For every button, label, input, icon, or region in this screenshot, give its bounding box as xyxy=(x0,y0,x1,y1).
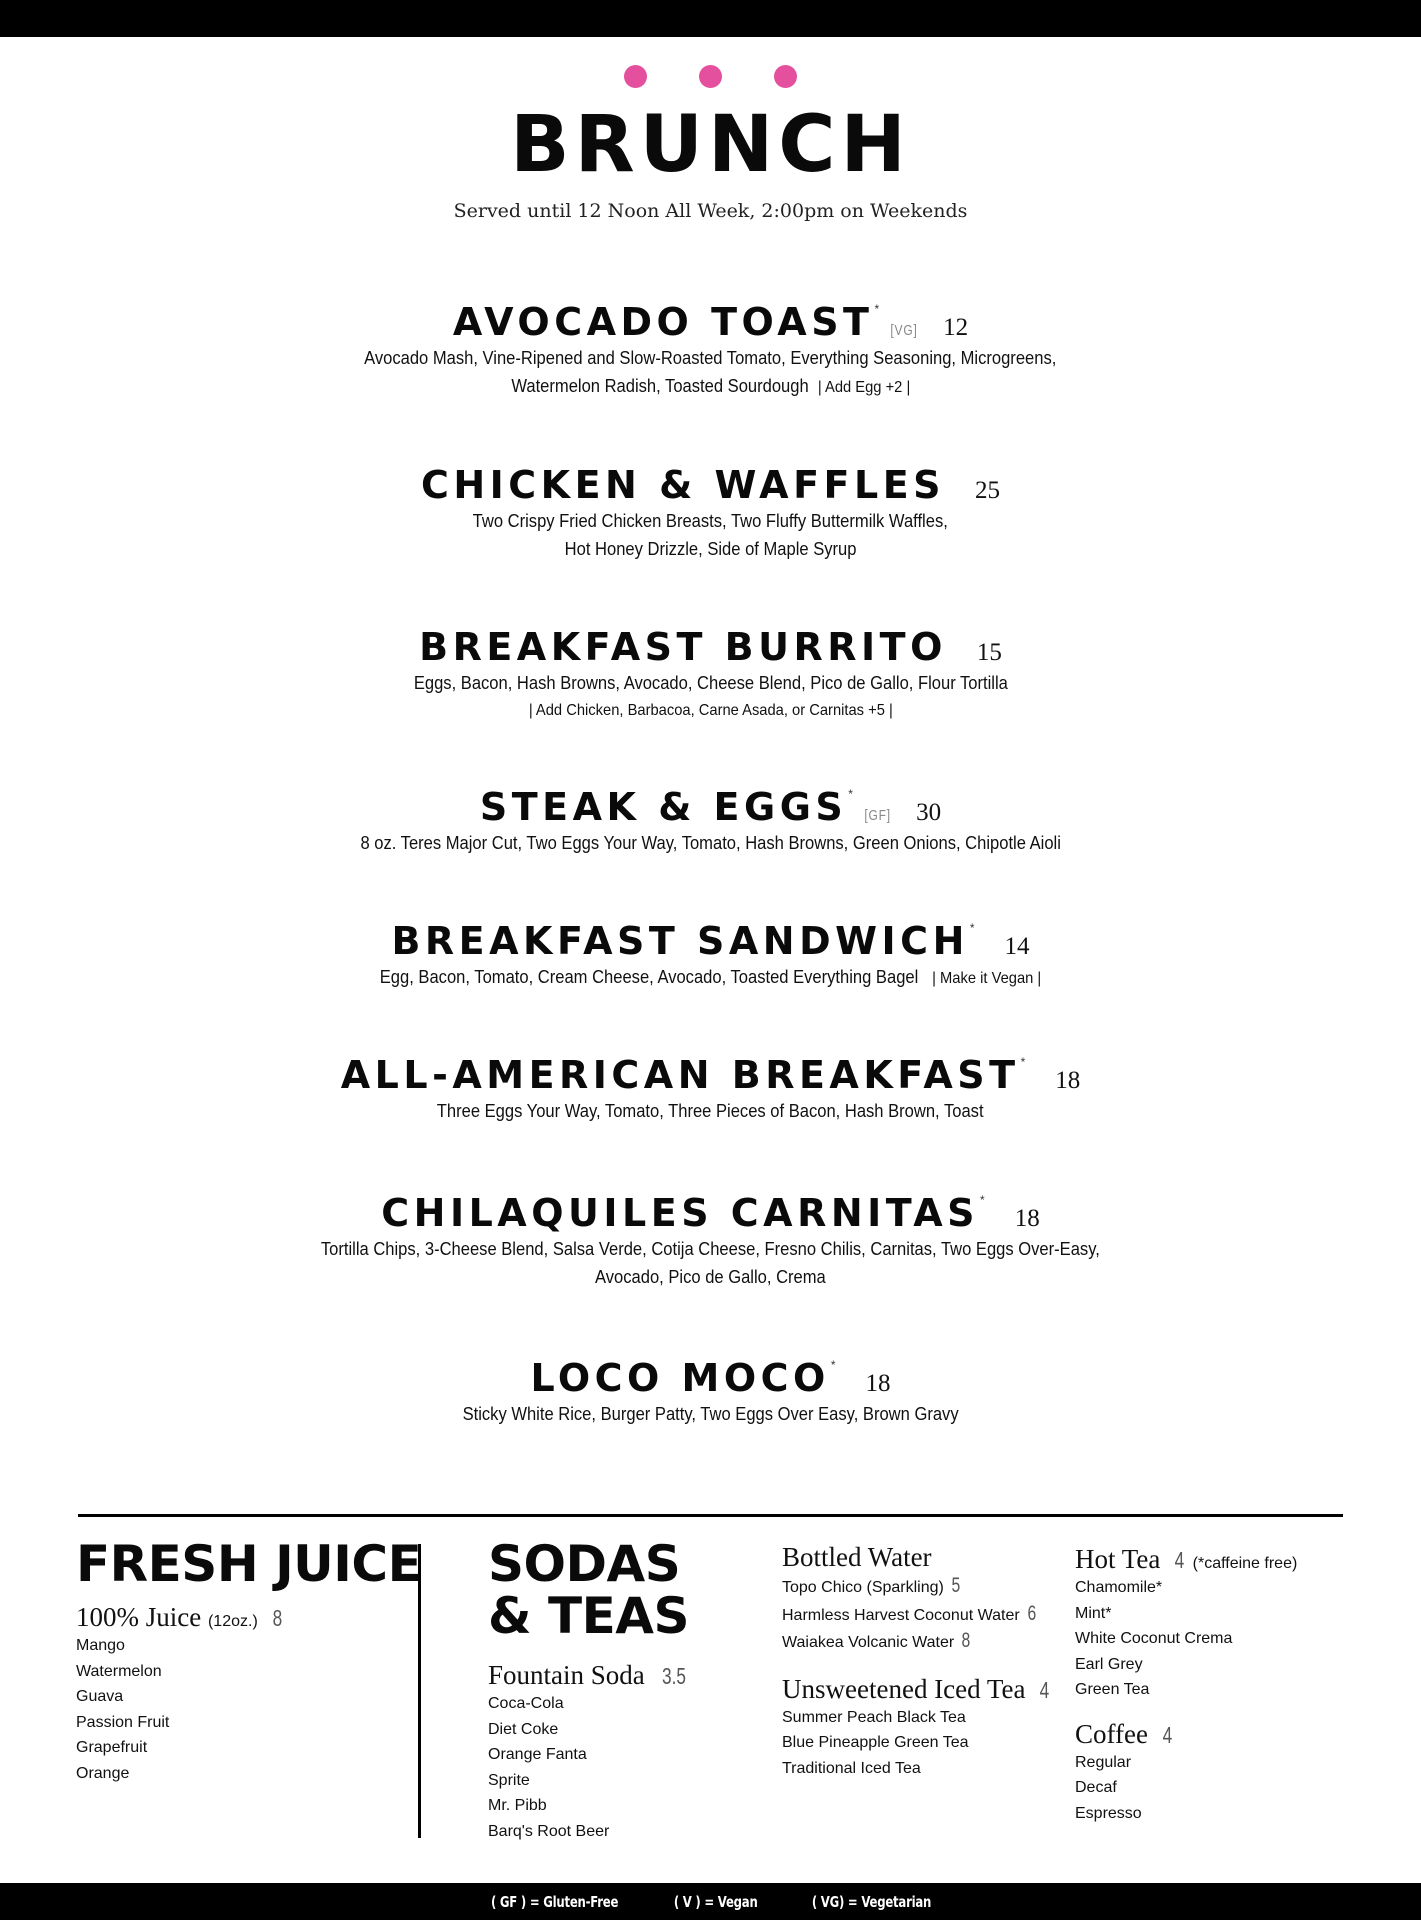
iced-tea-list xyxy=(782,1705,1051,1782)
hot-tea-note: (*caffeine free) xyxy=(1192,1555,1298,1572)
bottled-water-list xyxy=(782,1573,1051,1656)
page-title: BRUNCH xyxy=(510,100,911,190)
list-item: Mango xyxy=(76,1637,125,1654)
decorative-dots xyxy=(0,65,1421,88)
list-item: Mr. Pibb xyxy=(488,1797,547,1814)
legend-vegan: ( V ) = Vegan xyxy=(673,1892,758,1911)
fresh-juice-section xyxy=(76,1535,422,1786)
legend-gluten-free: ( GF ) = Gluten-Free xyxy=(490,1892,618,1911)
item-name: STEAK & EGGS xyxy=(479,785,848,829)
fountain-soda-price: 3.5 xyxy=(661,1663,686,1689)
list-item: Blue Pineapple Green Tea xyxy=(782,1734,969,1751)
hot-tea-price: 4 xyxy=(1174,1547,1185,1573)
list-item: Earl Grey xyxy=(1075,1655,1143,1673)
item-description: Watermelon Radish, Toasted Sourdough | Add Egg +2 | xyxy=(511,376,910,396)
item-description: Sticky White Rice, Burger Patty, Two Eggs Over Easy, Brown Gravy xyxy=(462,1404,959,1424)
item-tag: [GF] xyxy=(864,807,891,824)
fountain-soda-heading: Fountain Soda 3.5 xyxy=(488,1660,686,1690)
iced-tea-heading: Unsweetened Iced Tea 4 xyxy=(782,1673,1050,1704)
item-star: * xyxy=(848,787,853,801)
item-price: 5 xyxy=(951,1574,961,1597)
legend-bar xyxy=(0,1883,1421,1920)
list-item: Chamomile* xyxy=(1075,1579,1163,1596)
item-description: Hot Honey Drizzle, Side of Maple Syrup xyxy=(564,539,857,559)
menu-item xyxy=(0,1053,1421,1125)
list-item: Espresso xyxy=(1075,1804,1142,1822)
list-item: Green Tea xyxy=(1075,1681,1150,1698)
menu-item xyxy=(0,300,1421,402)
coffee-list xyxy=(1075,1750,1297,1827)
list-item: Waiakea Volcanic Water 8 xyxy=(782,1629,971,1652)
item-tag: [VG] xyxy=(890,322,918,339)
bottled-water-heading: Bottled Water xyxy=(782,1542,932,1572)
item-name: BREAKFAST BURRITO xyxy=(419,625,947,669)
item-star: * xyxy=(830,1358,836,1372)
item-price: 18 xyxy=(1014,1205,1040,1232)
coffee-heading: Coffee 4 xyxy=(1075,1718,1172,1749)
item-description: Three Eggs Your Way, Tomato, Three Pieces of Bacon, Hash Brown, Toast xyxy=(437,1101,984,1121)
item-description: Avocado, Pico de Gallo, Crema xyxy=(595,1267,826,1287)
item-star: * xyxy=(874,302,880,316)
dot-icon xyxy=(624,65,647,88)
list-item: Watermelon xyxy=(76,1662,162,1680)
list-item: Traditional Iced Tea xyxy=(782,1759,921,1777)
item-name: LOCO MOCO xyxy=(530,1356,830,1400)
item-price: 18 xyxy=(1055,1067,1081,1094)
item-description: Avocado Mash, Vine-Ripened and Slow-Roasted Tomato, Everything Seasoning, Microgreens, xyxy=(364,348,1057,368)
coffee-price: 4 xyxy=(1162,1721,1172,1748)
item-description: 8 oz. Teres Major Cut, Two Eggs Your Way, Tomato, Hash Browns, Green Onions, Chipotle Aioli xyxy=(360,833,1061,853)
sodas-heading-line1: SODAS xyxy=(488,1535,681,1593)
hot-tea-list xyxy=(1075,1575,1297,1703)
section-divider xyxy=(78,1514,1343,1517)
menu-item xyxy=(0,1356,1421,1428)
menu-item xyxy=(0,919,1421,993)
list-item: Coca-Cola xyxy=(488,1695,564,1712)
sodas-heading-line2: & TEAS xyxy=(488,1587,689,1645)
list-item: Summer Peach Black Tea xyxy=(782,1708,966,1726)
juice-size: (12oz.) xyxy=(207,1613,258,1630)
juice-price: 8 xyxy=(272,1605,282,1631)
fresh-juice-heading: FRESH JUICE xyxy=(76,1535,422,1593)
fountain-soda-list xyxy=(488,1691,690,1844)
item-price: 15 xyxy=(976,639,1002,666)
list-item: Barq's Root Beer xyxy=(488,1822,610,1840)
juice-subheading: 100% Juice (12oz.) 8 xyxy=(76,1602,282,1632)
list-item: Regular xyxy=(1075,1753,1132,1771)
list-item: Topo Chico (Sparkling) 5 xyxy=(782,1574,961,1597)
item-description: Egg, Bacon, Tomato, Cream Cheese, Avocado, Toasted Everything Bagel | Make it Vegan | xyxy=(379,967,1042,987)
list-item: Harmless Harvest Coconut Water 6 xyxy=(782,1601,1036,1625)
item-price: 8 xyxy=(961,1629,971,1652)
item-price: 14 xyxy=(1004,933,1030,960)
item-star: * xyxy=(1020,1055,1026,1069)
list-item: Orange xyxy=(76,1764,130,1782)
menu-item xyxy=(0,785,1421,857)
iced-tea-price: 4 xyxy=(1039,1676,1050,1703)
item-price: 12 xyxy=(943,314,969,341)
list-item: White Coconut Crema xyxy=(1075,1630,1233,1647)
sodas-teas-section xyxy=(488,1535,690,1844)
list-item: Decaf xyxy=(1075,1779,1117,1796)
item-price: 30 xyxy=(916,799,942,826)
item-name: CHICKEN & WAFFLES xyxy=(420,463,946,507)
item-name: BREAKFAST SANDWICH xyxy=(391,919,969,963)
dot-icon xyxy=(699,65,722,88)
menu-item xyxy=(0,625,1421,725)
item-name: CHILAQUILES CARNITAS xyxy=(381,1191,980,1235)
dot-icon xyxy=(774,65,797,88)
item-price: 18 xyxy=(865,1370,891,1397)
top-bar xyxy=(0,0,1421,37)
legend-vegetarian: ( VG) = Vegetarian xyxy=(812,1892,932,1911)
water-icedtea-section xyxy=(782,1542,1051,1781)
item-star: * xyxy=(980,1193,985,1207)
item-description: Two Crispy Fried Chicken Breasts, Two Fluffy Buttermilk Waffles, xyxy=(472,511,949,531)
list-item: Grapefruit xyxy=(76,1739,148,1756)
item-name: AVOCADO TOAST xyxy=(452,300,874,344)
hottea-coffee-section xyxy=(1075,1544,1297,1826)
list-item: Diet Coke xyxy=(488,1720,559,1738)
list-item: Orange Fanta xyxy=(488,1746,587,1763)
item-name: ALL-AMERICAN BREAKFAST xyxy=(340,1053,1020,1097)
hot-tea-heading: Hot Tea 4 (*caffeine free) xyxy=(1075,1544,1298,1574)
page-subtitle: Served until 12 Noon All Week, 2:00pm on Weekends xyxy=(453,200,968,222)
item-note: | Add Egg +2 | xyxy=(817,379,910,396)
item-note: | Add Chicken, Barbacoa, Carne Asada, or Carnitas +5 | xyxy=(528,702,893,719)
item-star: * xyxy=(969,921,975,935)
item-note: | Make it Vegan | xyxy=(932,970,1042,987)
list-item: Guava xyxy=(76,1688,124,1705)
menu-item xyxy=(0,1191,1421,1291)
juice-list xyxy=(76,1633,421,1786)
item-price: 25 xyxy=(975,477,1001,504)
menu-item xyxy=(0,463,1421,563)
list-item: Sprite xyxy=(488,1771,530,1789)
item-price: 6 xyxy=(1027,1601,1036,1625)
item-description: Tortilla Chips, 3-Cheese Blend, Salsa Verde, Cotija Cheese, Fresno Chilis, Carnitas, Two Eggs Over-Easy, xyxy=(321,1239,1100,1259)
list-item: Mint* xyxy=(1075,1604,1112,1622)
item-description: Eggs, Bacon, Hash Browns, Avocado, Cheese Blend, Pico de Gallo, Flour Tortilla xyxy=(413,673,1008,693)
list-item: Passion Fruit xyxy=(76,1713,170,1731)
